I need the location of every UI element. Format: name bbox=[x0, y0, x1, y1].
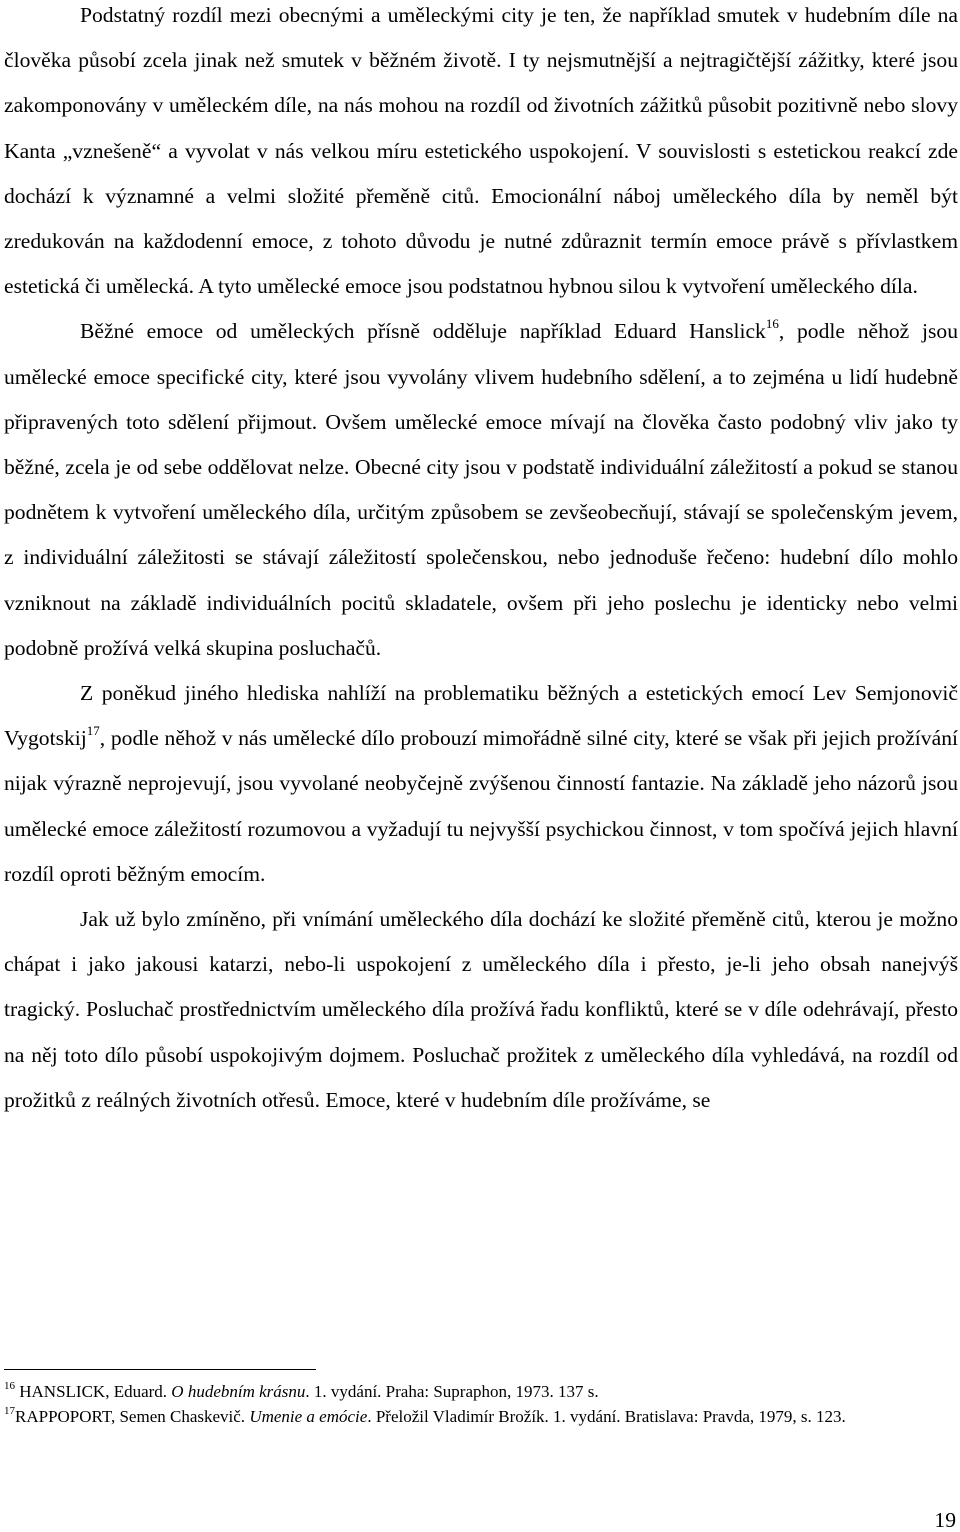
paragraph bbox=[4, 671, 958, 897]
paragraph bbox=[4, 897, 958, 1123]
footnote-reference[interactable]: 17 bbox=[86, 723, 100, 739]
footnote-reference[interactable]: 16 bbox=[765, 316, 779, 332]
paragraph-text: Podstatný rozdíl mezi obecnými a uměleckými city je ten, že například smutek v hudebním díle na člověka působí zcela jinak než smutek v běžném životě. I ty nejsmutnější a nejtragičtější zážitky, které jsou zakomponovány v uměleckém díle, na nás mohou na rozdíl od životních zážitků působit pozitivně nebo slovy Kanta „vznešeně“ a vyvolat v nás velkou míru estetického uspokojení. V souvislosti s estetickou reakcí zde dochází k významné a velmi složité přeměně citů. Emocionální náboj uměleckého díla by neměl být zredukován na každodenní emoce, z tohoto důvodu je nutné zdůraznit termín emoce právě s přívlastkem estetická či umělecká. A tyto umělecké emoce jsou podstatnou hybnou silou k vytvoření uměleckého díla. bbox=[4, 3, 958, 299]
footnote-text: HANSLICK, Eduard. bbox=[15, 1382, 172, 1401]
paragraph-text: , podle něhož jsou umělecké emoce specifické city, které jsou vyvolány vlivem hudebního sdělení, a to zejména u lidí hudebně připravených toto sdělení přijmout. Ovšem umělecké emoce mívají na člověka často podobný vliv jako ty běžné, zcela je od sebe oddělovat nelze. Obecné city jsou v podstatě individuální záležitostí a pokud se stanou podnětem k vytvoření uměleckého díla, určitým způsobem se zevšeobecňují, stávají se společenským jevem, z individuální záležitosti se stávají záležitostí společenskou, nebo jednoduše řečeno: hudební dílo mohlo vzniknout na základě individuálních pocitů skladatele, ovšem při jeho poslechu je identicky nebo velmi podobně prožívá velká skupina posluchačů. bbox=[4, 319, 958, 660]
paragraph-text: Běžné emoce od uměleckých přísně odděluje například Eduard Hanslick bbox=[80, 319, 766, 344]
footnote-title: Umenie a emócie bbox=[249, 1406, 368, 1426]
footnote bbox=[4, 1405, 958, 1430]
paragraph bbox=[4, 0, 958, 309]
footnote-title: O hudebním krásnu bbox=[171, 1382, 306, 1401]
page-number: 19 bbox=[934, 1508, 956, 1532]
footnotes bbox=[4, 1380, 958, 1429]
footnote-text: . Přeložil Vladimír Brožík. 1. vydání. Bratislava: Pravda, 1979, s. 123. bbox=[367, 1406, 846, 1426]
paragraph-text: Z poněkud jiného hlediska nahlíží na problematiku běžných a estetických emocí Lev Semjonovič Vygotskij bbox=[4, 681, 958, 751]
footnote-text: RAPPOPORT, Semen Chaskevič. bbox=[15, 1406, 250, 1426]
footnote-text: . 1. vydání. Praha: Supraphon, 1973. 137 s. bbox=[305, 1382, 599, 1401]
page-body bbox=[4, 0, 958, 1123]
footnote-number: 16 bbox=[4, 1380, 15, 1393]
footnote-number: 17 bbox=[4, 1404, 15, 1417]
paragraph-text: Jak už bylo zmíněno, při vnímání uměleckého díla dochází ke složité přeměně citů, kterou je možno chápat i jako jakousi katarzi, nebo-li uspokojení z uměleckého díla i přesto, je-li jeho obsah nanejvýš tragický. Posluchač prostřednictvím uměleckého díla prožívá řadu konfliktů, které se v díle odehrávají, přesto na něj toto dílo působí uspokojivým dojmem. Posluchač prožitek z uměleckého díla vyhledává, na rozdíl od prožitků z reálných životních otřesů. Emoce, které v hudebním díle prožíváme, se bbox=[4, 907, 958, 1112]
paragraph bbox=[4, 309, 958, 671]
paragraph-text: , podle něhož v nás umělecké dílo probouzí mimořádně silné city, které se však při jejich prožívání nijak výrazně neprojevují, jsou vyvolané neobyčejně zvýšenou činností fantazie. Na základě jeho názorů jsou umělecké emoce záležitostí rozumovou a vyžadují tu nejvyšší psychickou činnost, v tom spočívá jejich hlavní rozdíl oproti běžným emocím. bbox=[4, 726, 958, 886]
footnote-separator bbox=[4, 1369, 316, 1370]
footnote bbox=[4, 1380, 958, 1405]
